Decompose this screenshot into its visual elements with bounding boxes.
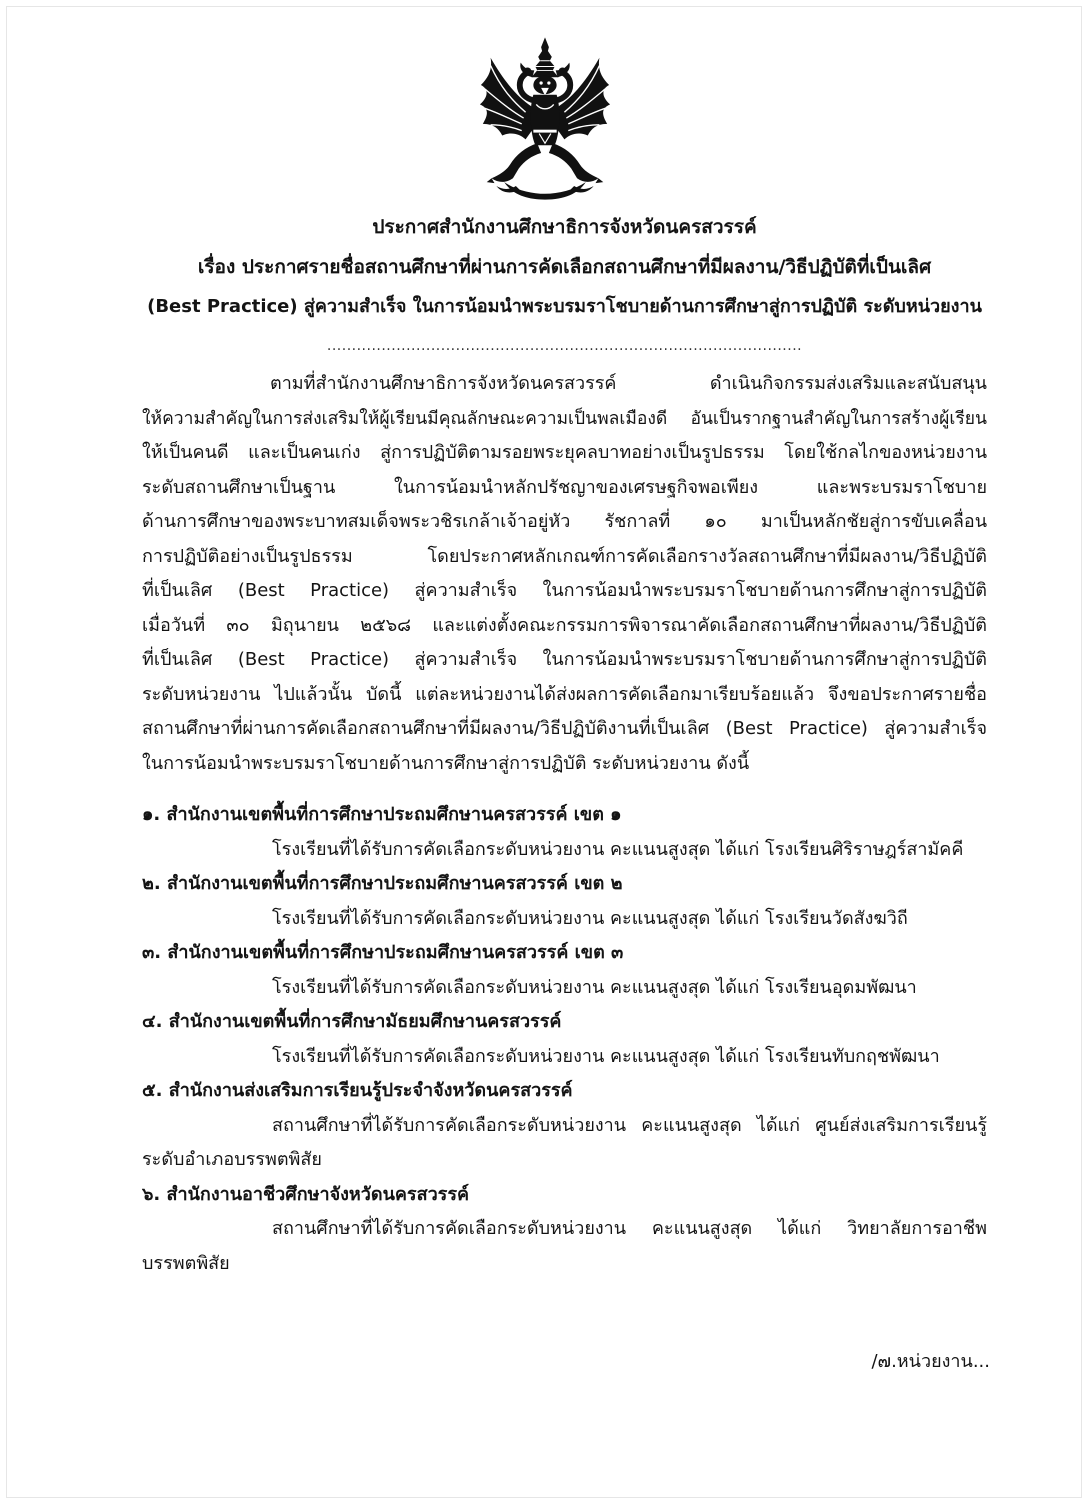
continuation-marker: /๗.หน่วยงาน... <box>871 1351 990 1372</box>
body-line: เมื่อวันที่ ๓๐ มิถุนายน ๒๕๖๘ และแต่งตั้งคณะกรรมการพิจารณาคัดเลือกสถานศึกษาที่ผลงาน/วิธีปฏิบัติ <box>142 614 987 636</box>
body-line: ให้เป็นคนดี และเป็นคนเก่ง สู่การปฏิบัติตามรอยพระยุคลบาทอย่างเป็นรูปธรรม โดยใช้กลไกของหน่วยงาน <box>142 442 987 463</box>
list-item-detail: โรงเรียนที่ได้รับการคัดเลือกระดับหน่วยงาน คะแนนสูงสุด ได้แก่ โรงเรียนทับกฤชพัฒนา <box>272 1045 940 1067</box>
body-line: ด้านการศึกษาของพระบาทสมเด็จพระวชิรเกล้าเจ้าอยู่หัว รัชกาลที่ ๑๐ มาเป็นหลักชัยสู่การขับเคลื่อน <box>142 511 987 532</box>
list-item-detail: โรงเรียนที่ได้รับการคัดเลือกระดับหน่วยงาน คะแนนสูงสุด ได้แก่ โรงเรียนวัดสังฆวิถี <box>272 907 908 929</box>
subject-line-1: เรื่อง ประกาศรายชื่อสถานศึกษาที่ผ่านการคัดเลือกสถานศึกษาที่มีผลงาน/วิธีปฏิบัติที่เป็นเลิศ <box>197 256 932 278</box>
dotted-divider: ................................................................................................ <box>326 338 803 354</box>
body-line: ที่เป็นเลิศ (Best Practice) สู่ความสำเร็จ ในการน้อมนำพระบรมราโชบายด้านการศึกษาสู่การปฏิบัติ <box>142 580 987 601</box>
list-item-heading: ๕. สำนักงานส่งเสริมการเรียนรู้ประจำจังหวัดนครสวรรค์ <box>142 1080 573 1101</box>
body-line: สถานศึกษาที่ผ่านการคัดเลือกสถานศึกษาที่มีผลงาน/วิธีปฏิบัติงานที่เป็นเลิศ (Best Practice) สู่ความสำเร็จ <box>142 718 987 739</box>
list-item-detail-continued: บรรพตพิสัย <box>142 1252 230 1274</box>
list-item-detail: สถานศึกษาที่ได้รับการคัดเลือกระดับหน่วยงาน คะแนนสูงสุด ได้แก่ วิทยาลัยการอาชีพ <box>272 1218 987 1239</box>
body-line: ระดับสถานศึกษาเป็นฐาน ในการน้อมนำหลักปรัชญาของเศรษฐกิจพอเพียง และพระบรมราโชบาย <box>142 476 987 498</box>
list-item-detail: โรงเรียนที่ได้รับการคัดเลือกระดับหน่วยงาน คะแนนสูงสุด ได้แก่ โรงเรียนศิริราษฎร์สามัคคี <box>272 838 964 860</box>
body-line: ให้ความสำคัญในการส่งเสริมให้ผู้เรียนมีคุณลักษณะความเป็นพลเมืองดี อันเป็นรากฐานสำคัญในการสร้างผู้เรียน <box>142 408 987 429</box>
announcement-header <box>142 207 987 327</box>
list-item-heading: ๔. สำนักงานเขตพื้นที่การศึกษามัธยมศึกษานครสวรรค์ <box>142 1011 562 1032</box>
body-line: ตามที่สำนักงานศึกษาธิการจังหวัดนครสวรรค์ ดำเนินกิจกรรมส่งเสริมและสนับสนุน <box>270 373 987 394</box>
list-item-heading: ๑. สำนักงานเขตพื้นที่การศึกษาประถมศึกษานครสวรรค์ เขต ๑ <box>142 804 622 825</box>
list-item-detail: สถานศึกษาที่ได้รับการคัดเลือกระดับหน่วยงาน คะแนนสูงสุด ได้แก่ ศูนย์ส่งเสริมการเรียนรู้ <box>272 1114 987 1136</box>
list-item-heading: ๒. สำนักงานเขตพื้นที่การศึกษาประถมศึกษานครสวรรค์ เขต ๒ <box>142 873 623 894</box>
list-item-detail-continued: ระดับอำเภอบรรพตพิสัย <box>142 1149 322 1170</box>
announcement-title: ประกาศสำนักงานศึกษาธิการจังหวัดนครสวรรค์ <box>372 216 757 238</box>
body-paragraph <box>142 367 987 781</box>
subject-line-2: (Best Practice) สู่ความสำเร็จ ในการน้อมนำพระบรมราโชบายด้านการศึกษาสู่การปฏิบัติ ระดับหน่วยงาน <box>147 296 982 317</box>
list-item-detail: โรงเรียนที่ได้รับการคัดเลือกระดับหน่วยงาน คะแนนสูงสุด ได้แก่ โรงเรียนอุดมพัฒนา <box>272 976 917 998</box>
list-item-heading: ๓. สำนักงานเขตพื้นที่การศึกษาประถมศึกษานครสวรรค์ เขต ๓ <box>142 942 624 963</box>
body-line: ในการน้อมนำพระบรมราโชบายด้านการศึกษาสู่การปฏิบัติ ระดับหน่วยงาน ดังนี้ <box>142 752 750 774</box>
list-item-heading: ๖. สำนักงานอาชีวศึกษาจังหวัดนครสวรรค์ <box>142 1183 470 1205</box>
results-list <box>142 798 987 1281</box>
body-line: ระดับหน่วยงาน ไปแล้วนั้น บัดนี้ แต่ละหน่วยงานได้ส่งผลการคัดเลือกมาเรียบร้อยแล้ว จึงขอประกาศรายชื่อ <box>142 683 987 705</box>
garuda-emblem-icon <box>477 36 613 202</box>
body-line: การปฏิบัติอย่างเป็นรูปธรรม โดยประกาศหลักเกณฑ์การคัดเลือกรางวัลสถานศึกษาที่มีผลงาน/วิธีปฏิบัติ <box>142 545 987 567</box>
body-line: ที่เป็นเลิศ (Best Practice) สู่ความสำเร็จ ในการน้อมนำพระบรมราโชบายด้านการศึกษาสู่การปฏิบัติ <box>142 649 987 670</box>
